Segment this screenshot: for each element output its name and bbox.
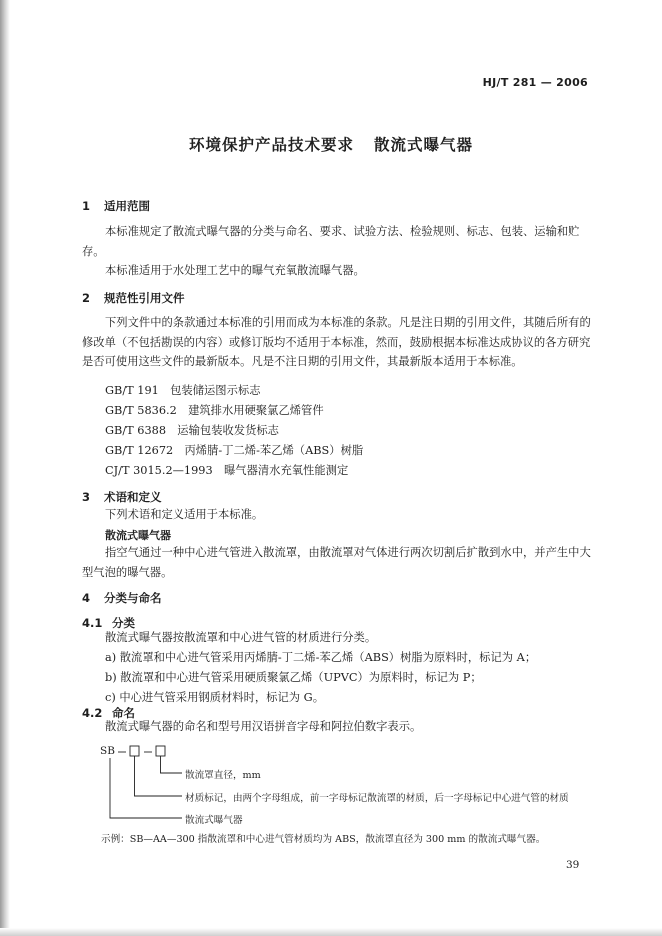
leader-diameter [161,756,183,773]
section-title: 分类与命名 [104,591,162,605]
section-number: 2 [82,291,91,305]
section-1-heading [82,198,150,214]
title-main: 环境保护产品技术要求 [188,136,354,154]
section-number: 4 [82,591,91,605]
title-sub: 散流式曝气器 [374,136,474,154]
subsection-number: 4.1 [82,616,103,630]
term-definition: 指空气通过一种中心进气管进入散流罩，由散流罩对气体进行两次切割后扩散到水中，并产生中大型气泡的曝气器。 [82,546,591,579]
classification-item: c) 中心进气管采用钢质材料时，标记为 G。 [105,691,324,704]
section-title: 适用范围 [104,199,150,213]
section-number: 1 [82,199,91,213]
classification-item: b) 散流罩和中心进气管采用硬质聚氯乙烯（UPVC）为原料时，标记为 P； [105,671,482,684]
diameter-box [156,746,165,756]
leader-name [110,758,182,818]
label-material: 材质标记，由两个字母组成，前一字母标记散流罩的材质，后一字母标记中心进气管的材质 [185,793,569,804]
reference-item: GB/T 191 包装储运图示标志 [105,384,261,397]
section-1-paragraph-1: 本标准规定了散流式曝气器的分类与命名、要求、试验方法、检验规则、标志、包装、运输和贮存。 [82,225,580,258]
page-number: 39 [566,859,580,871]
naming-intro: 散流式曝气器的命名和型号用汉语拼音字母和阿拉伯数字表示。 [105,720,422,733]
label-diameter: 散流罩直径，mm [185,770,261,781]
naming-example: 示例：SB—AA—300 指散流罩和中心进气管材质均为 ABS，散流罩直径为 300 mm 的散流式曝气器。 [101,834,546,845]
reference-item: GB/T 12672 丙烯腈-丁二烯-苯乙烯（ABS）树脂 [105,444,364,457]
section-title: 术语和定义 [104,490,162,504]
leader-material [135,756,183,796]
subsection-number: 4.2 [82,706,103,720]
reference-item: GB/T 5836.2 建筑排水用硬聚氯乙烯管件 [105,404,324,417]
term-name: 散流式曝气器 [105,529,171,542]
standard-code: HJ/T 281 — 2006 [482,76,588,89]
section-2-heading [82,290,185,306]
material-box [130,746,139,756]
label-name: 散流式曝气器 [185,815,243,826]
section-3-heading [82,489,162,505]
section-1-paragraph-2: 本标准适用于水处理工艺中的曝气充氧散流曝气器。 [105,264,365,277]
reference-item: CJ/T 3015.2—1993 曝气器清水充氧性能测定 [105,464,349,477]
model-naming-diagram [90,742,610,842]
subsection-title: 分类 [112,616,135,630]
subsection-title: 命名 [112,706,135,720]
section-number: 3 [82,490,91,504]
section-title: 规范性引用文件 [104,291,185,305]
scan-shadow-bottom [0,928,662,936]
reference-item: GB/T 6388 运输包装收发货标志 [105,424,279,437]
section-3-paragraph: 下列术语和定义适用于本标准。 [105,508,264,521]
classification-item: a) 散流罩和中心进气管采用丙烯腈-丁二烯-苯乙烯（ABS）树脂为原料时，标记为 A； [105,651,537,664]
page-title [0,133,662,155]
model-prefix: SB [100,745,115,757]
section-2-paragraph: 下列文件中的条款通过本标准的引用而成为本标准的条款。凡是注日期的引用文件，其随后所有的修改单（不包括勘误的内容）或修订版均不适用于本标准，然而，鼓励根据本标准达成协议的各方研究是否可使用这些文件的最新版本。凡是不注日期的引用文件，其最新版本适用于本标准。 [82,316,591,369]
classification-intro: 散流式曝气器按散流罩和中心进气管的材质进行分类。 [105,631,377,644]
section-4-heading [82,590,162,606]
